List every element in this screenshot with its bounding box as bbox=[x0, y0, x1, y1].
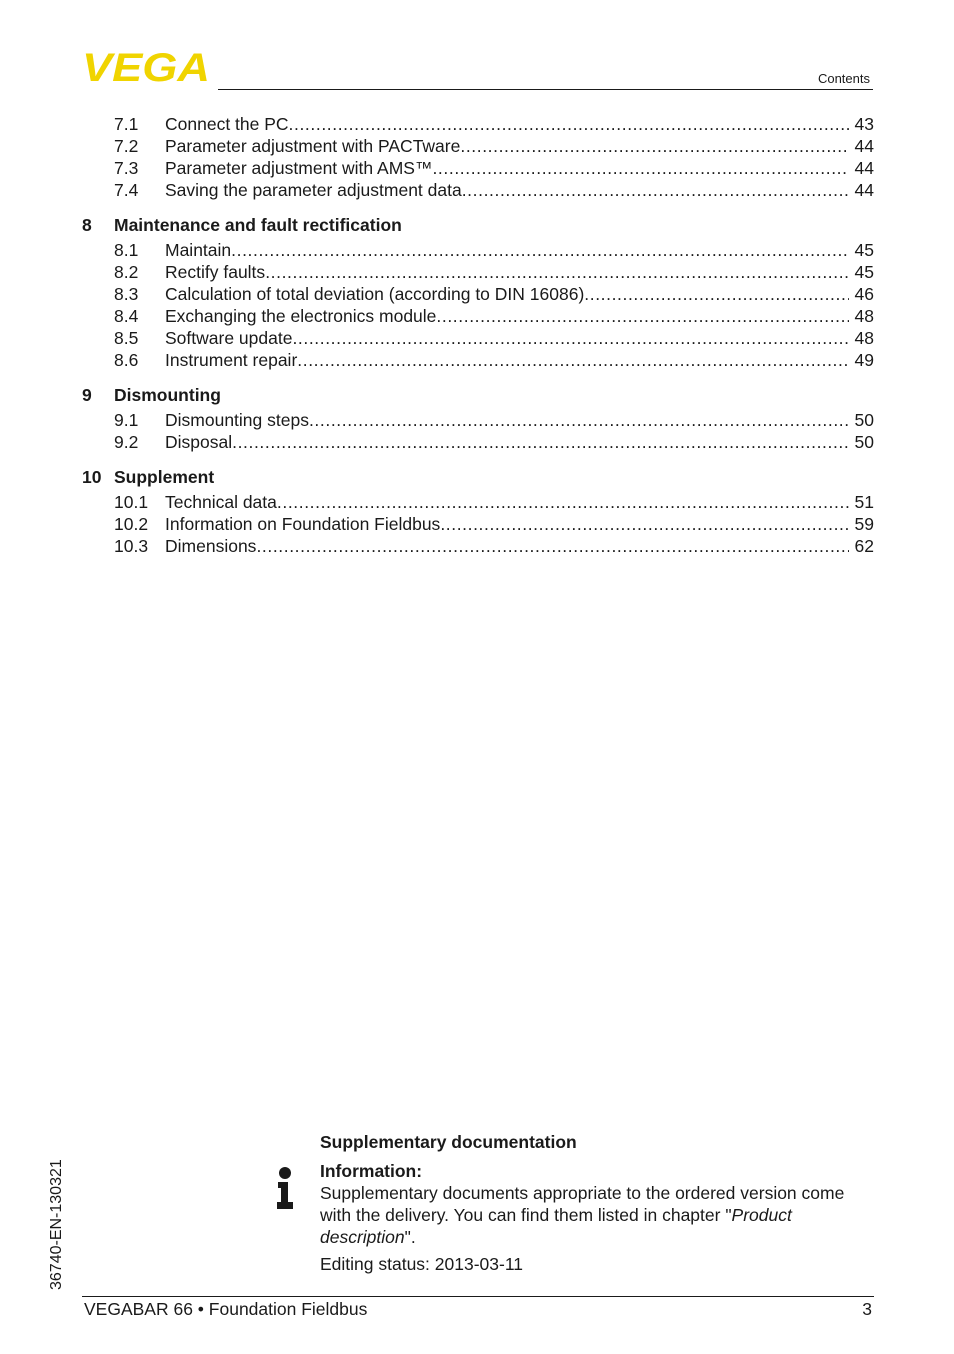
toc-leader-dots bbox=[462, 179, 849, 201]
toc-entry[interactable] bbox=[82, 327, 874, 349]
toc-entry-number: 9.1 bbox=[114, 410, 139, 430]
toc-leader-dots bbox=[309, 409, 849, 431]
toc-leader-dots bbox=[277, 491, 849, 513]
toc-entry-title: Instrument repair bbox=[165, 350, 298, 370]
footer-rule bbox=[82, 1296, 874, 1297]
toc-leader-dots bbox=[292, 327, 849, 349]
toc-leader-dots bbox=[432, 157, 849, 179]
toc-leader-dots bbox=[440, 513, 849, 535]
toc-entry-title: Calculation of total deviation (according to DIN 16086) bbox=[165, 284, 585, 304]
toc-section-title: Supplement bbox=[114, 467, 215, 487]
footer-page-number: 3 bbox=[862, 1299, 872, 1319]
toc-entry[interactable] bbox=[82, 491, 874, 513]
toc-leader-dots bbox=[289, 113, 849, 135]
toc-entry-number: 9.2 bbox=[114, 432, 139, 452]
toc-section-title: Dismounting bbox=[114, 385, 221, 405]
information-label: Information: bbox=[320, 1161, 423, 1181]
toc-entry[interactable] bbox=[82, 239, 874, 261]
toc-entry[interactable] bbox=[82, 135, 874, 157]
toc-entry-title: Dismounting steps bbox=[165, 410, 309, 430]
toc-leader-dots bbox=[297, 349, 849, 371]
toc-entry-page: 43 bbox=[854, 114, 874, 134]
toc-entry-page: 62 bbox=[854, 536, 874, 556]
toc-section-heading[interactable] bbox=[82, 384, 874, 406]
table-of-contents bbox=[82, 113, 874, 557]
toc-entry-number: 8.1 bbox=[114, 240, 139, 260]
toc-entry[interactable] bbox=[82, 409, 874, 431]
toc-entry-number: 7.1 bbox=[114, 114, 139, 134]
editing-status: Editing status: 2013-03-11 bbox=[320, 1254, 524, 1274]
toc-entry-page: 45 bbox=[854, 262, 874, 282]
info-text-chapter: Product description bbox=[320, 1205, 792, 1247]
toc-entry-title: Disposal bbox=[165, 432, 233, 452]
toc-section-number: 8 bbox=[82, 215, 92, 235]
toc-section-number: 10 bbox=[82, 467, 102, 487]
toc-entry[interactable] bbox=[82, 283, 874, 305]
toc-section-heading[interactable] bbox=[82, 466, 874, 488]
toc-entry-number: 8.4 bbox=[114, 306, 139, 326]
toc-entry-title: Rectify faults bbox=[165, 262, 266, 282]
toc-entry-number: 8.5 bbox=[114, 328, 139, 348]
toc-entry[interactable] bbox=[82, 261, 874, 283]
toc-leader-dots bbox=[231, 239, 849, 261]
toc-entry[interactable] bbox=[82, 179, 874, 201]
toc-entry-title: Dimensions bbox=[165, 536, 257, 556]
toc-entry-page: 49 bbox=[854, 350, 874, 370]
toc-entry-page: 44 bbox=[854, 136, 874, 156]
information-text bbox=[320, 1182, 875, 1248]
toc-entry-number: 8.6 bbox=[114, 350, 139, 370]
footer-product: VEGABAR 66 • Foundation Fieldbus bbox=[84, 1299, 368, 1319]
vega-logo bbox=[82, 50, 212, 84]
toc-leader-dots bbox=[460, 135, 849, 157]
toc-entry-number: 10.2 bbox=[114, 514, 149, 534]
toc-entry-title: Saving the parameter adjustment data bbox=[165, 180, 462, 200]
toc-entry-page: 48 bbox=[854, 328, 874, 348]
toc-entry-page: 51 bbox=[854, 492, 874, 512]
toc-entry[interactable] bbox=[82, 305, 874, 327]
toc-leader-dots bbox=[436, 305, 849, 327]
toc-entry-page: 44 bbox=[854, 180, 874, 200]
info-text-before: Supplementary documents appropriate to the ordered version come with the delivery. You can find them listed in chapter " bbox=[320, 1183, 845, 1225]
info-text-after: ". bbox=[404, 1227, 416, 1247]
toc-entry[interactable] bbox=[82, 349, 874, 371]
toc-entry-page: 50 bbox=[854, 432, 874, 452]
toc-entry-number: 7.2 bbox=[114, 136, 139, 156]
toc-section-number: 9 bbox=[82, 385, 92, 405]
toc-leader-dots bbox=[256, 535, 849, 557]
toc-entry-number: 8.3 bbox=[114, 284, 139, 304]
toc-entry-page: 45 bbox=[854, 240, 874, 260]
toc-entry-page: 48 bbox=[854, 306, 874, 326]
toc-leader-dots bbox=[265, 261, 849, 283]
header-rule bbox=[218, 89, 873, 90]
toc-sections bbox=[82, 214, 874, 557]
toc-entry[interactable] bbox=[82, 113, 874, 135]
toc-group-top bbox=[82, 113, 874, 201]
toc-entry-page: 59 bbox=[854, 514, 874, 534]
toc-entry-number: 8.2 bbox=[114, 262, 139, 282]
header-section-label: Contents bbox=[817, 71, 870, 86]
toc-leader-dots bbox=[232, 431, 849, 453]
toc-entry-title: Technical data bbox=[165, 492, 277, 512]
toc-entry-number: 10.3 bbox=[114, 536, 149, 556]
supplementary-doc-title: Supplementary documentation bbox=[320, 1132, 577, 1152]
toc-entry[interactable] bbox=[82, 157, 874, 179]
toc-entry-title: Software update bbox=[165, 328, 293, 348]
toc-entry-title: Maintain bbox=[165, 240, 232, 260]
toc-entry[interactable] bbox=[82, 431, 874, 453]
logo-text: VEGA bbox=[82, 50, 210, 84]
toc-entry-number: 7.4 bbox=[114, 180, 139, 200]
toc-entry[interactable] bbox=[82, 513, 874, 535]
toc-entry[interactable] bbox=[82, 535, 874, 557]
document-code: 36740-EN-130321 bbox=[48, 1159, 65, 1290]
toc-entry-page: 44 bbox=[854, 158, 874, 178]
toc-entry-title: Exchanging the electronics module bbox=[165, 306, 437, 326]
toc-section-title: Maintenance and fault rectification bbox=[114, 215, 402, 235]
toc-leader-dots bbox=[584, 283, 849, 305]
toc-section-heading[interactable] bbox=[82, 214, 874, 236]
information-icon bbox=[275, 1167, 295, 1209]
toc-entry-number: 10.1 bbox=[114, 492, 149, 512]
toc-entry-title: Parameter adjustment with AMS™ bbox=[165, 158, 433, 178]
toc-entry-title: Parameter adjustment with PACTware bbox=[165, 136, 461, 156]
toc-entry-page: 46 bbox=[854, 284, 874, 304]
toc-entry-page: 50 bbox=[854, 410, 874, 430]
toc-entry-number: 7.3 bbox=[114, 158, 139, 178]
toc-entry-title: Connect the PC bbox=[165, 114, 289, 134]
toc-entry-title: Information on Foundation Fieldbus bbox=[165, 514, 441, 534]
